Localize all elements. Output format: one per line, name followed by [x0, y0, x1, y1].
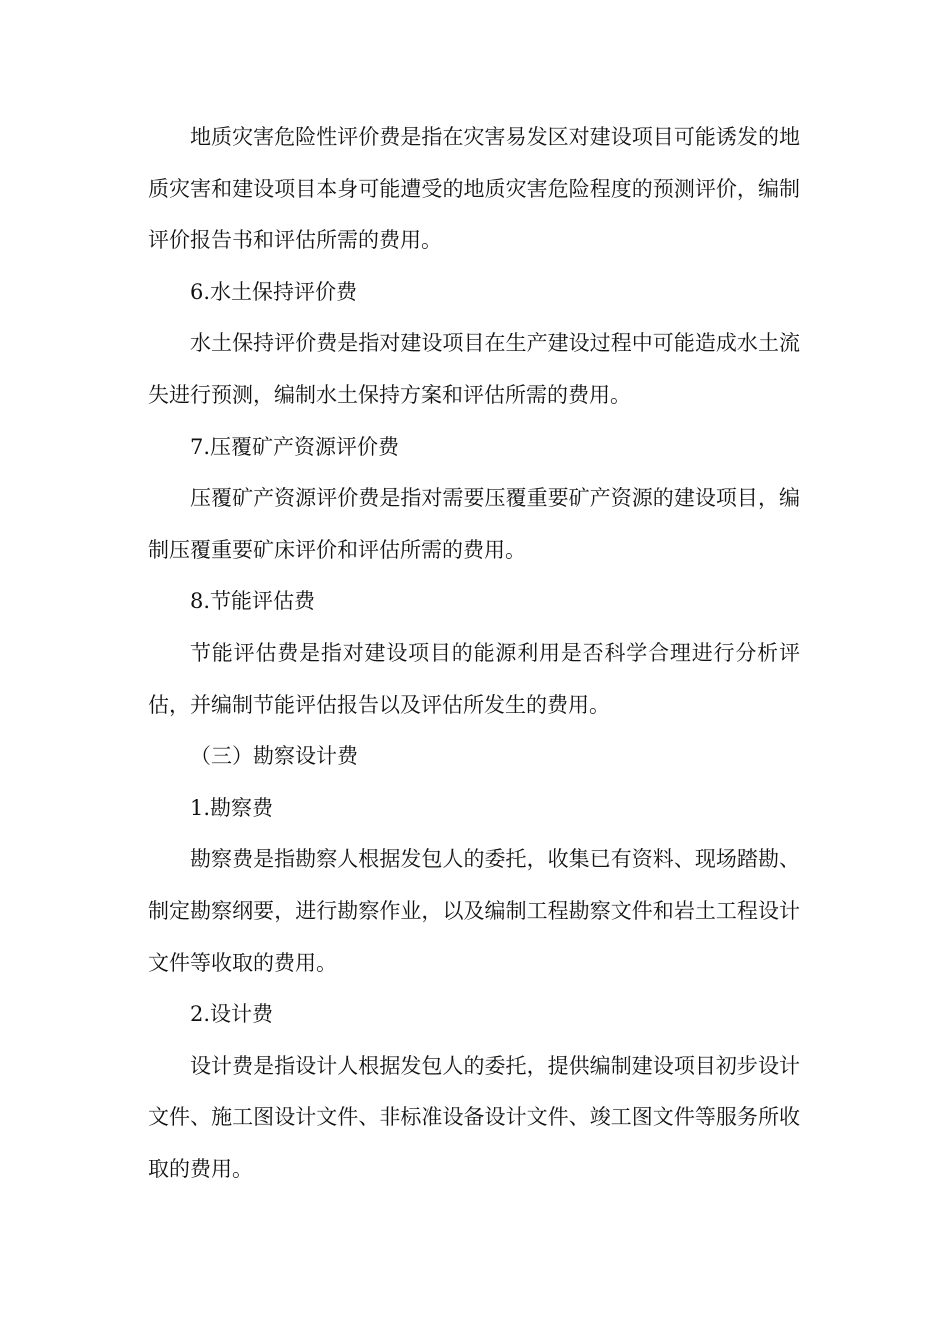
paragraph-energy-saving-assessment-fee: 节能评估费是指对建设项目的能源利用是否科学合理进行分析评估，并编制节能评估报告以及评估所发生的费用。 [148, 640, 800, 717]
paragraph-mineral-resource-assessment-fee: 压覆矿产资源评价费是指对需要压覆重要矿产资源的建设项目，编制压覆重要矿床评价和评估所需的费用。 [148, 486, 800, 562]
paragraph-soil-water-conservation-fee: 水土保持评价费是指对建设项目在生产建设过程中可能造成水土流失进行预测，编制水土保持方案和评估所需的费用。 [148, 331, 800, 407]
heading-mineral-resource-assessment-fee: 7.压覆矿产资源评价费 [190, 434, 400, 459]
heading-energy-saving-assessment-fee: 8.节能评估费 [190, 589, 316, 614]
document-body [148, 112, 800, 1195]
section-heading-survey-design-fee: （三）勘察设计费 [190, 744, 358, 769]
heading-design-fee: 2.设计费 [190, 1002, 274, 1027]
paragraph-geohazard-assessment-fee: 地质灾害危险性评价费是指在灾害易发区对建设项目可能诱发的地质灾害和建设项目本身可能遭受的地质灾害危险程度的预测评价，编制评价报告书和评估所需的费用。 [148, 125, 800, 253]
paragraph-design-fee: 设计费是指设计人根据发包人的委托，提供编制建设项目初步设计文件、施工图设计文件、非标准设备设计文件、竣工图文件等服务所收取的费用。 [148, 1053, 800, 1181]
heading-soil-water-conservation-fee: 6.水土保持评价费 [190, 279, 358, 304]
heading-survey-fee: 1.勘察费 [190, 795, 274, 820]
paragraph-survey-fee: 勘察费是指勘察人根据发包人的委托，收集已有资料、现场踏勘、制定勘察纲要，进行勘察作业，以及编制工程勘察文件和岩土工程设计文件等收取的费用。 [148, 847, 800, 975]
